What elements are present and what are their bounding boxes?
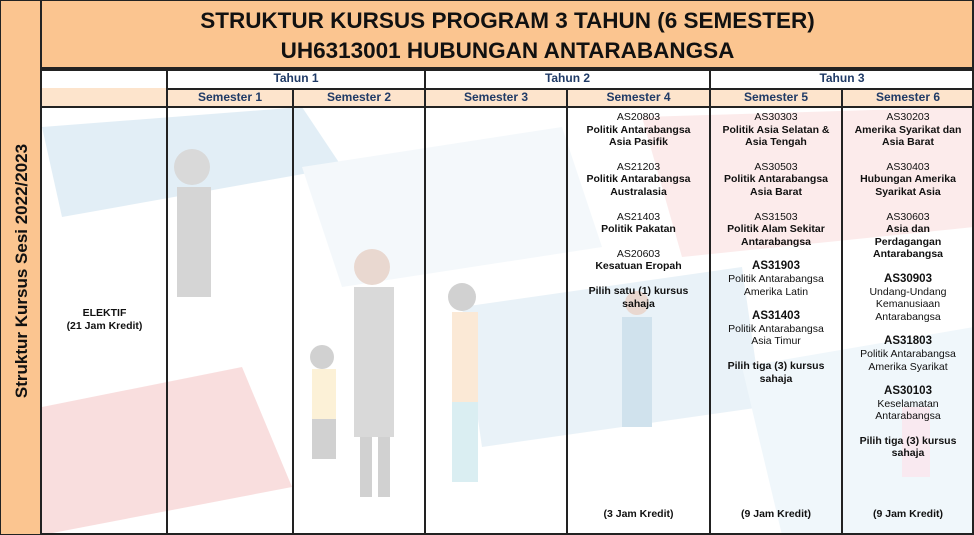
course-item bbox=[567, 248, 710, 273]
course-code: AS20603 bbox=[616, 247, 661, 260]
course-code: AS30603 bbox=[886, 210, 930, 223]
semester-6-column bbox=[842, 107, 974, 535]
year-2-header: Tahun 2 bbox=[544, 71, 591, 85]
course-name: Amerika Syarikat dan Asia Barat bbox=[854, 123, 962, 149]
course-name: Keselamatan Antarabangsa bbox=[875, 397, 941, 423]
course-item bbox=[710, 211, 842, 249]
grid-line bbox=[972, 0, 974, 535]
course-item bbox=[842, 161, 974, 199]
year-3-header: Tahun 3 bbox=[819, 71, 865, 85]
course-name: Asia dan Perdagangan Antarabangsa bbox=[872, 223, 944, 261]
course-code: AS30203 bbox=[886, 111, 930, 123]
grid-line bbox=[292, 88, 294, 535]
grid-line bbox=[841, 88, 843, 535]
course-code: AS31503 bbox=[754, 210, 798, 223]
elektif-credit: (21 Jam Kredit) bbox=[66, 319, 143, 332]
credit-hours: (3 Jam Kredit) bbox=[603, 508, 674, 521]
course-code: AS30903 bbox=[884, 272, 932, 285]
grid-line bbox=[42, 69, 974, 71]
semester-2-header: Semester 2 bbox=[326, 90, 392, 104]
course-option bbox=[842, 385, 974, 423]
grid-line bbox=[166, 69, 168, 535]
course-item bbox=[710, 161, 842, 199]
semester-3-header: Semester 3 bbox=[463, 90, 529, 104]
course-code: AS21403 bbox=[616, 210, 661, 223]
course-code: AS30103 bbox=[884, 385, 932, 398]
year-1-header: Tahun 1 bbox=[273, 71, 319, 85]
semester-1-header: Semester 1 bbox=[197, 90, 263, 104]
course-item bbox=[567, 161, 710, 199]
course-name: Undang-Undang Kemanusiaan Antarabangsa bbox=[869, 285, 947, 323]
side-label: Struktur Kursus Sesi 2022/2023 bbox=[12, 143, 31, 399]
course-code: AS31403 bbox=[752, 310, 800, 323]
course-name: Politik Antarabangsa Asia Barat bbox=[723, 173, 829, 198]
course-option bbox=[710, 310, 842, 348]
course-name: Kesatuan Eropah bbox=[595, 260, 682, 273]
elektif-title: ELEKTIF bbox=[82, 307, 127, 319]
selection-note: Pilih satu (1) kursus sahaja bbox=[588, 284, 689, 310]
course-code: AS30403 bbox=[886, 160, 930, 173]
grid-line bbox=[424, 69, 426, 535]
title-line-1: STRUKTUR KURSUS PROGRAM 3 TAHUN (6 SEMESTER) bbox=[200, 8, 815, 33]
side-band bbox=[0, 0, 42, 535]
course-option bbox=[842, 273, 974, 323]
title-box bbox=[42, 0, 974, 69]
course-code: AS30303 bbox=[754, 111, 798, 123]
course-code: AS21203 bbox=[616, 160, 661, 173]
grid-line bbox=[42, 106, 974, 108]
grid-line bbox=[709, 69, 711, 535]
course-code: AS31903 bbox=[752, 260, 800, 273]
credit-hours: (9 Jam Kredit) bbox=[740, 508, 812, 521]
course-name: Politik Pakatan bbox=[601, 223, 676, 236]
course-name: Politik Antarabangsa Australasia bbox=[586, 173, 691, 198]
semester-5-column bbox=[710, 107, 842, 535]
semester-6-header: Semester 6 bbox=[875, 90, 941, 104]
course-name: Politik Alam Sekitar Antarabangsa bbox=[727, 223, 825, 248]
selection-note: Pilih tiga (3) kursus sahaja bbox=[859, 434, 957, 460]
title-line-2: UH6313001 HUBUNGAN ANTARABANGSA bbox=[280, 38, 735, 63]
course-item bbox=[567, 211, 710, 236]
course-code: AS20803 bbox=[616, 111, 661, 123]
course-name: Politik Asia Selatan & Asia Tengah bbox=[722, 123, 830, 149]
course-item bbox=[710, 111, 842, 149]
grid-line bbox=[42, 533, 974, 535]
table-body bbox=[42, 107, 974, 535]
selection-note: Pilih tiga (3) kursus sahaja bbox=[727, 359, 825, 385]
course-item bbox=[842, 111, 974, 149]
course-option bbox=[710, 260, 842, 298]
course-item bbox=[567, 111, 710, 149]
course-name: Politik Antarabangsa Asia Timur bbox=[728, 322, 824, 348]
semester-4-header: Semester 4 bbox=[606, 90, 671, 104]
course-code: AS30503 bbox=[754, 160, 798, 173]
course-item bbox=[842, 211, 974, 261]
grid-line bbox=[566, 88, 568, 535]
course-name: Politik Antarabangsa Amerika Latin bbox=[728, 272, 824, 298]
year-header-row bbox=[42, 69, 974, 88]
course-option bbox=[842, 335, 974, 373]
credit-hours: (9 Jam Kredit) bbox=[872, 508, 944, 521]
elektif-label bbox=[42, 307, 167, 332]
course-name: Hubungan Amerika Syarikat Asia bbox=[860, 173, 956, 198]
semester-5-header: Semester 5 bbox=[743, 90, 809, 104]
course-name: Politik Antarabangsa Asia Pasifik bbox=[586, 123, 691, 149]
course-name: Politik Antarabangsa Amerika Syarikat bbox=[860, 347, 956, 373]
grid-line bbox=[167, 88, 974, 90]
semester-4-column bbox=[567, 107, 710, 535]
course-code: AS31803 bbox=[884, 335, 932, 348]
semester-header-row bbox=[42, 88, 974, 107]
